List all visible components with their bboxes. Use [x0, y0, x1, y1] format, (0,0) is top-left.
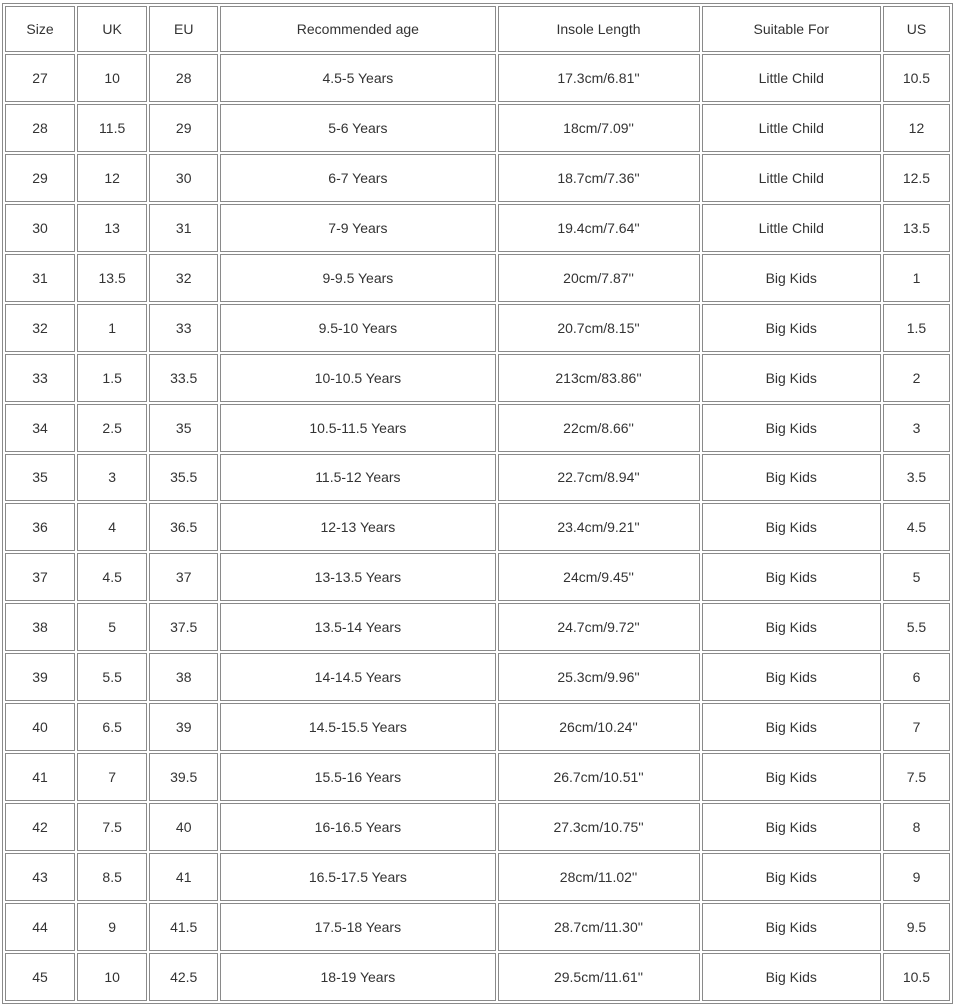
cell-recommended-age: 15.5-16 Years	[220, 753, 495, 801]
header-row	[5, 6, 950, 52]
cell-us: 6	[883, 653, 950, 701]
cell-suitable-for: Big Kids	[702, 903, 881, 951]
cell-recommended-age: 12-13 Years	[220, 503, 495, 551]
cell-insole-length: 24cm/9.45''	[498, 553, 700, 601]
cell-suitable-for: Big Kids	[702, 553, 881, 601]
table-header	[5, 6, 950, 52]
cell-eu: 31	[149, 204, 218, 252]
cell-size: 38	[5, 603, 75, 651]
cell-suitable-for: Big Kids	[702, 454, 881, 502]
cell-eu: 33.5	[149, 354, 218, 402]
cell-suitable-for: Little Child	[702, 104, 881, 152]
cell-size: 35	[5, 454, 75, 502]
cell-eu: 39.5	[149, 753, 218, 801]
cell-us: 13.5	[883, 204, 950, 252]
cell-recommended-age: 7-9 Years	[220, 204, 495, 252]
cell-insole-length: 20.7cm/8.15''	[498, 304, 700, 352]
cell-size: 45	[5, 953, 75, 1001]
cell-us: 10.5	[883, 953, 950, 1001]
cell-eu: 30	[149, 154, 218, 202]
cell-size: 27	[5, 54, 75, 102]
table-row	[5, 653, 950, 701]
cell-us: 1.5	[883, 304, 950, 352]
cell-uk: 1	[77, 304, 147, 352]
cell-suitable-for: Little Child	[702, 154, 881, 202]
cell-insole-length: 27.3cm/10.75''	[498, 803, 700, 851]
cell-size: 29	[5, 154, 75, 202]
cell-insole-length: 28cm/11.02''	[498, 853, 700, 901]
cell-us: 4.5	[883, 503, 950, 551]
cell-eu: 38	[149, 653, 218, 701]
cell-us: 3	[883, 404, 950, 452]
cell-suitable-for: Big Kids	[702, 503, 881, 551]
cell-recommended-age: 11.5-12 Years	[220, 454, 495, 502]
table-row	[5, 404, 950, 452]
table-body	[5, 54, 950, 1001]
cell-uk: 8.5	[77, 853, 147, 901]
cell-size: 41	[5, 753, 75, 801]
cell-recommended-age: 9-9.5 Years	[220, 254, 495, 302]
cell-us: 9.5	[883, 903, 950, 951]
cell-eu: 41.5	[149, 903, 218, 951]
cell-insole-length: 24.7cm/9.72''	[498, 603, 700, 651]
table-row	[5, 503, 950, 551]
cell-size: 31	[5, 254, 75, 302]
header-suitable-for: Suitable For	[702, 6, 881, 52]
table-row	[5, 104, 950, 152]
table-row	[5, 803, 950, 851]
cell-recommended-age: 14-14.5 Years	[220, 653, 495, 701]
table-row	[5, 953, 950, 1001]
cell-uk: 1.5	[77, 354, 147, 402]
cell-recommended-age: 5-6 Years	[220, 104, 495, 152]
cell-suitable-for: Big Kids	[702, 404, 881, 452]
cell-us: 9	[883, 853, 950, 901]
cell-recommended-age: 10.5-11.5 Years	[220, 404, 495, 452]
header-eu: EU	[149, 6, 218, 52]
cell-suitable-for: Big Kids	[702, 653, 881, 701]
cell-uk: 6.5	[77, 703, 147, 751]
cell-suitable-for: Big Kids	[702, 603, 881, 651]
cell-uk: 4	[77, 503, 147, 551]
table-row	[5, 603, 950, 651]
cell-size: 42	[5, 803, 75, 851]
cell-uk: 5.5	[77, 653, 147, 701]
cell-insole-length: 28.7cm/11.30''	[498, 903, 700, 951]
cell-suitable-for: Big Kids	[702, 803, 881, 851]
cell-uk: 7	[77, 753, 147, 801]
cell-insole-length: 17.3cm/6.81''	[498, 54, 700, 102]
cell-suitable-for: Big Kids	[702, 254, 881, 302]
cell-size: 32	[5, 304, 75, 352]
cell-suitable-for: Big Kids	[702, 304, 881, 352]
cell-eu: 36.5	[149, 503, 218, 551]
cell-eu: 40	[149, 803, 218, 851]
table-row	[5, 903, 950, 951]
cell-us: 1	[883, 254, 950, 302]
cell-suitable-for: Big Kids	[702, 953, 881, 1001]
cell-suitable-for: Big Kids	[702, 703, 881, 751]
cell-recommended-age: 18-19 Years	[220, 953, 495, 1001]
cell-uk: 10	[77, 54, 147, 102]
cell-size: 30	[5, 204, 75, 252]
cell-insole-length: 18cm/7.09''	[498, 104, 700, 152]
cell-eu: 29	[149, 104, 218, 152]
cell-recommended-age: 14.5-15.5 Years	[220, 703, 495, 751]
header-us: US	[883, 6, 950, 52]
cell-size: 44	[5, 903, 75, 951]
cell-us: 2	[883, 354, 950, 402]
size-chart-table	[2, 3, 953, 1004]
cell-size: 28	[5, 104, 75, 152]
cell-uk: 3	[77, 454, 147, 502]
cell-insole-length: 25.3cm/9.96''	[498, 653, 700, 701]
cell-eu: 35.5	[149, 454, 218, 502]
cell-recommended-age: 16-16.5 Years	[220, 803, 495, 851]
table-row	[5, 254, 950, 302]
cell-us: 7	[883, 703, 950, 751]
cell-eu: 39	[149, 703, 218, 751]
cell-recommended-age: 13.5-14 Years	[220, 603, 495, 651]
cell-insole-length: 23.4cm/9.21''	[498, 503, 700, 551]
cell-uk: 7.5	[77, 803, 147, 851]
table-row	[5, 304, 950, 352]
cell-size: 34	[5, 404, 75, 452]
cell-insole-length: 22cm/8.66''	[498, 404, 700, 452]
table-row	[5, 354, 950, 402]
cell-size: 36	[5, 503, 75, 551]
cell-insole-length: 22.7cm/8.94''	[498, 454, 700, 502]
cell-recommended-age: 13-13.5 Years	[220, 553, 495, 601]
table-row	[5, 853, 950, 901]
cell-insole-length: 213cm/83.86''	[498, 354, 700, 402]
cell-uk: 13.5	[77, 254, 147, 302]
cell-eu: 37.5	[149, 603, 218, 651]
cell-eu: 42.5	[149, 953, 218, 1001]
cell-us: 8	[883, 803, 950, 851]
cell-insole-length: 18.7cm/7.36''	[498, 154, 700, 202]
cell-insole-length: 26.7cm/10.51''	[498, 753, 700, 801]
cell-uk: 10	[77, 953, 147, 1001]
cell-recommended-age: 10-10.5 Years	[220, 354, 495, 402]
cell-us: 5.5	[883, 603, 950, 651]
header-size: Size	[5, 6, 75, 52]
cell-eu: 32	[149, 254, 218, 302]
cell-us: 5	[883, 553, 950, 601]
cell-size: 43	[5, 853, 75, 901]
cell-uk: 2.5	[77, 404, 147, 452]
cell-uk: 13	[77, 204, 147, 252]
cell-uk: 5	[77, 603, 147, 651]
cell-us: 3.5	[883, 454, 950, 502]
cell-eu: 37	[149, 553, 218, 601]
cell-us: 10.5	[883, 54, 950, 102]
cell-suitable-for: Little Child	[702, 204, 881, 252]
cell-uk: 12	[77, 154, 147, 202]
cell-us: 12	[883, 104, 950, 152]
cell-size: 39	[5, 653, 75, 701]
header-recommended-age: Recommended age	[220, 6, 495, 52]
cell-size: 33	[5, 354, 75, 402]
cell-us: 7.5	[883, 753, 950, 801]
cell-recommended-age: 16.5-17.5 Years	[220, 853, 495, 901]
cell-suitable-for: Big Kids	[702, 753, 881, 801]
cell-insole-length: 29.5cm/11.61''	[498, 953, 700, 1001]
cell-eu: 33	[149, 304, 218, 352]
cell-suitable-for: Big Kids	[702, 853, 881, 901]
header-uk: UK	[77, 6, 147, 52]
table-row	[5, 553, 950, 601]
cell-insole-length: 19.4cm/7.64''	[498, 204, 700, 252]
cell-recommended-age: 17.5-18 Years	[220, 903, 495, 951]
table-row	[5, 454, 950, 502]
cell-uk: 9	[77, 903, 147, 951]
table-row	[5, 703, 950, 751]
cell-insole-length: 20cm/7.87''	[498, 254, 700, 302]
cell-eu: 35	[149, 404, 218, 452]
cell-size: 37	[5, 553, 75, 601]
cell-insole-length: 26cm/10.24''	[498, 703, 700, 751]
header-insole-length: Insole Length	[498, 6, 700, 52]
cell-eu: 28	[149, 54, 218, 102]
cell-uk: 4.5	[77, 553, 147, 601]
table-row	[5, 54, 950, 102]
cell-us: 12.5	[883, 154, 950, 202]
table-row	[5, 753, 950, 801]
cell-suitable-for: Little Child	[702, 54, 881, 102]
cell-recommended-age: 6-7 Years	[220, 154, 495, 202]
cell-recommended-age: 4.5-5 Years	[220, 54, 495, 102]
cell-size: 40	[5, 703, 75, 751]
table-row	[5, 154, 950, 202]
cell-eu: 41	[149, 853, 218, 901]
cell-recommended-age: 9.5-10 Years	[220, 304, 495, 352]
cell-suitable-for: Big Kids	[702, 354, 881, 402]
table-row	[5, 204, 950, 252]
cell-uk: 11.5	[77, 104, 147, 152]
